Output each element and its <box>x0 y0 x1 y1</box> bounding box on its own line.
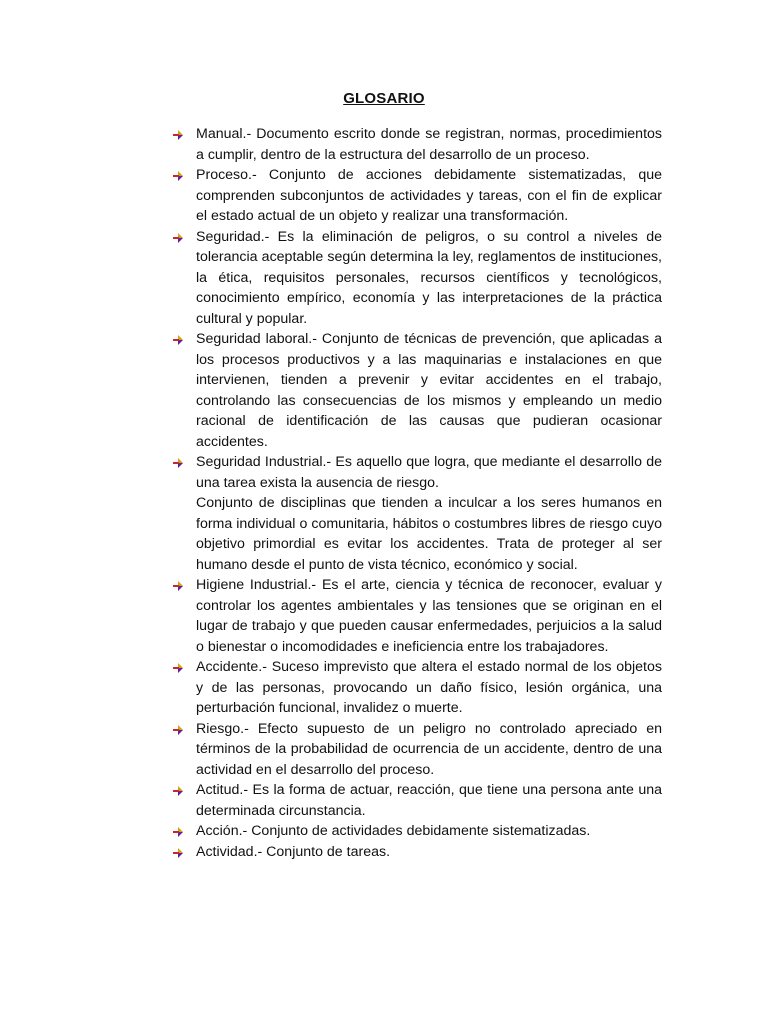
arrow-right-icon <box>172 232 184 244</box>
glossary-definition: Riesgo.- Efecto supuesto de un peligro no controlado apreciado en términos de la probabilidad de ocurrencia de un accidente, dentro de una actividad en el desarrollo del proceso. <box>196 720 662 778</box>
glossary-definition: Conjunto de disciplinas que tienden a inculcar a los seres humanos en forma individual o comunitaria, hábitos o costumbres libres de riesgo cuyo objetivo primordial es evitar los accidentes. Trata de proteger al ser humano desde el punto de vista técnico, económico y social. <box>196 495 662 573</box>
arrow-right-icon <box>172 580 184 592</box>
glossary-definition: Seguridad.- Es la eliminación de peligros, o su control a niveles de tolerancia aceptable según determina la ley, reglamentos de instituciones, la ética, requisitos personales, recursos científicos y tecnológicos, conocimiento empírico, economía y las interpretaciones de la práctica cultural y popular. <box>196 228 662 327</box>
glossary-definition: Actitud.- Es la forma de actuar, reacción, que tiene una persona ante una determinada circunstancia. <box>196 782 662 819</box>
glossary-definition: Acción.- Conjunto de actividades debidamente sistematizadas. <box>196 823 591 839</box>
glossary-entry <box>172 165 662 227</box>
glossary-entry <box>172 842 662 863</box>
arrow-right-icon <box>172 334 184 346</box>
glossary-entry <box>172 821 662 842</box>
glossary-entry <box>172 329 662 452</box>
glossary-entry <box>172 657 662 719</box>
glossary-entry <box>172 780 662 821</box>
glossary-definition: Seguridad Industrial.- Es aquello que logra, que mediante el desarrollo de una tarea exista la ausencia de riesgo. <box>196 454 662 491</box>
arrow-right-icon <box>172 129 184 141</box>
glossary-list <box>172 124 662 862</box>
page-title: GLOSARIO <box>343 90 425 107</box>
glossary-entry <box>172 124 662 165</box>
glossary-entry <box>172 227 662 330</box>
glossary-definition: Seguridad laboral.- Conjunto de técnicas de prevención, que aplicadas a los procesos productivos y a las maquinarias e instalaciones en que intervienen, tienden a prevenir y evitar accidentes en el trabajo, controlando las consecuencias de los mismos y empleando un medio racional de identificación de las causas que pudieran ocasionar accidentes. <box>196 331 662 450</box>
glossary-definition: Higiene Industrial.- Es el arte, ciencia y técnica de reconocer, evaluar y controlar los agentes ambientales y las tensiones que se originan en el lugar de trabajo y que pueden causar enfermedades, perjuicios a la salud o bienestar o incomodidades e ineficiencia entre los trabajadores. <box>196 577 662 655</box>
glossary-entry <box>172 575 662 657</box>
glossary-definition: Actividad.- Conjunto de tareas. <box>196 843 391 860</box>
arrow-right-icon <box>172 724 184 736</box>
glossary-definition: Proceso.- Conjunto de acciones debidamente sistematizadas, que comprenden subconjuntos de actividades y tareas, con el fin de explicar el estado actual de un objeto y realizar una transformación. <box>196 167 662 224</box>
glossary-entry <box>172 452 662 575</box>
arrow-right-icon <box>172 826 184 838</box>
glossary-definition: Accidente.- Suceso imprevisto que altera el estado normal de los objetos y de las personas, provocando un daño físico, lesión orgánica, una perturbación funcional, invalidez o muerte. <box>196 659 662 716</box>
arrow-right-icon <box>172 847 184 859</box>
arrow-right-icon <box>172 785 184 797</box>
glossary-entry <box>172 719 662 781</box>
arrow-right-icon <box>172 457 184 469</box>
arrow-right-icon <box>172 170 184 182</box>
glossary-definition: Manual.- Documento escrito donde se registran, normas, procedimientos a cumplir, dentro de la estructura del desarrollo de un proceso. <box>196 126 662 163</box>
arrow-right-icon <box>172 662 184 674</box>
